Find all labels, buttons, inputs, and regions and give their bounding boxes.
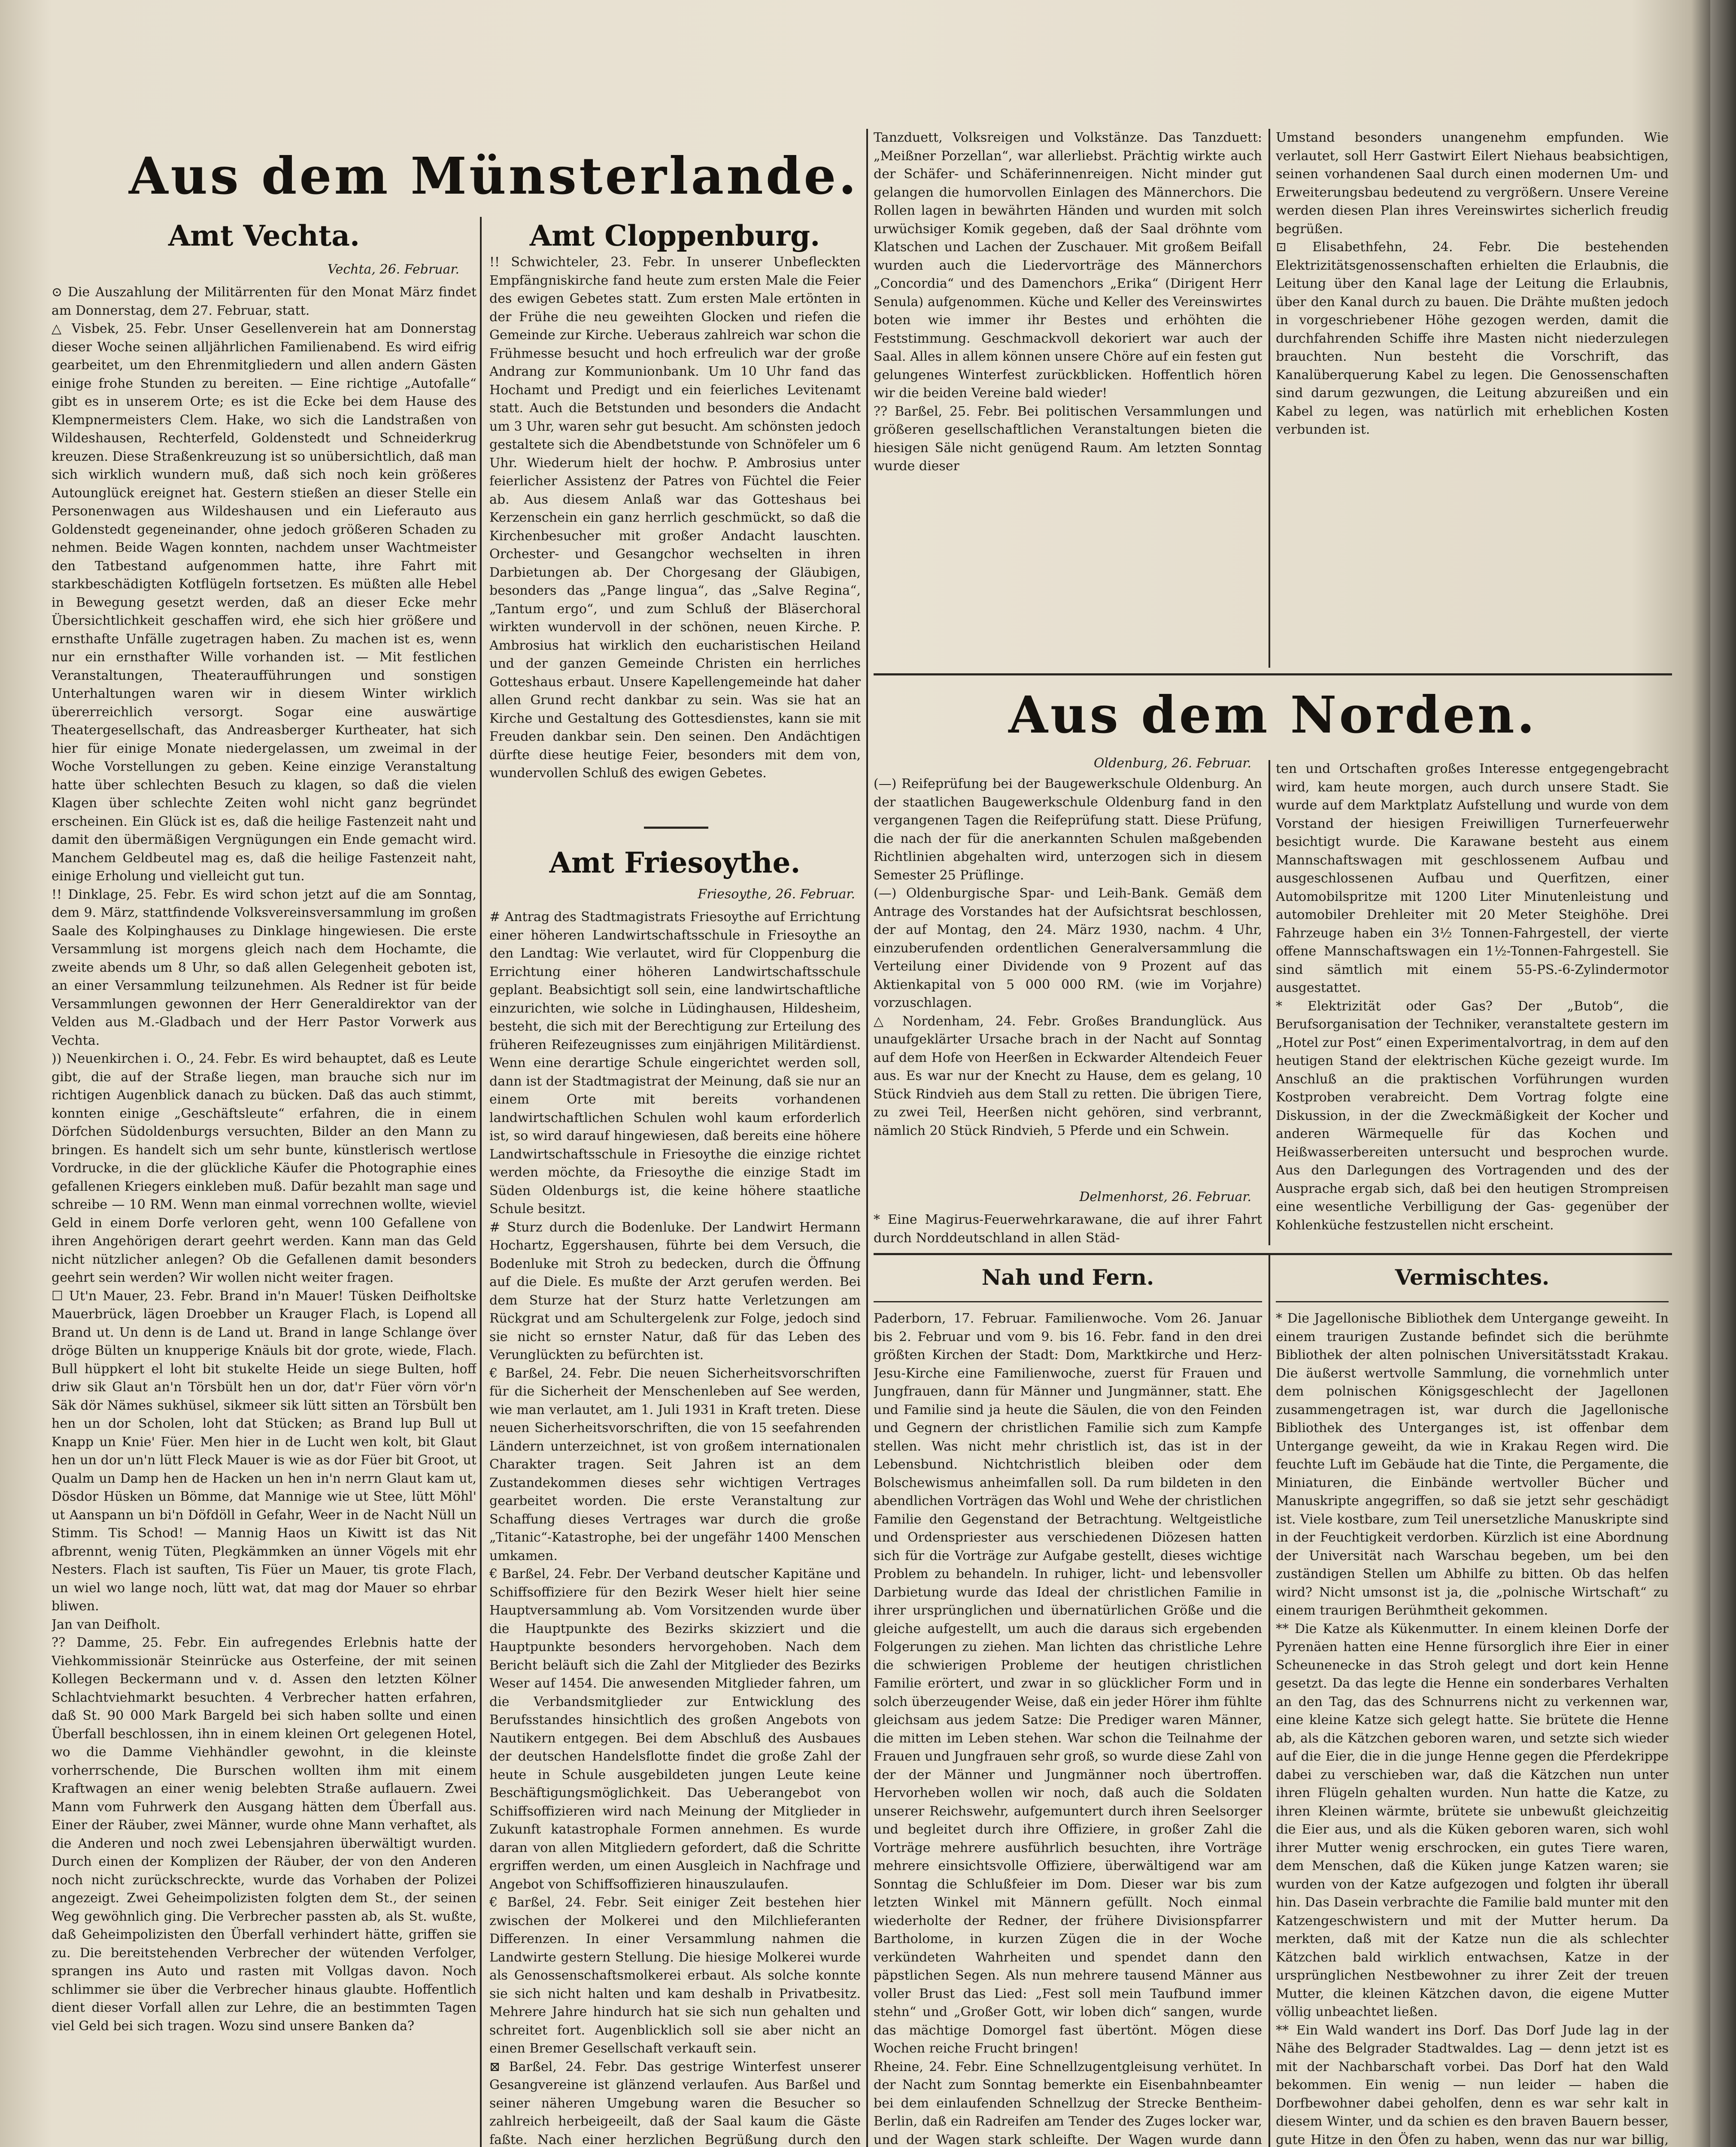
article-paderborn: Paderborn, 17. Februar. Familienwoche. Vom 26. Januar bis 2. Februar und vom 9. bis 16. Febr. fand in den drei größten Kirchen der Stadt: Dom, Marktkirche und Herz-Jesu-Kirche eine Familienwoche, zuerst für Frauen und Jungfrauen, dann für Männer und Jungmänner, statt. Ehe und Familie sind ja heute die Säulen, die von den Feinden und Gegnern der christlichen Familie sich zum Kampfe stellen. Was nicht mehr christlich ist, das ist in der Lebensbund. Nichtchristlich bleiben oder dem Bolschewismus anheimfallen soll. Da rum bildeten in den abendlichen Vorträgen das Wohl und Wehe der christlichen Familie den Gegenstand der Betrachtung. Weltgeistliche und Ordenspriester aus verschiedenen Diözesen hatten sich für die Vorträge zur Aufgabe gestellt, dieses wichtige Problem zu behandeln. In ruhiger, licht- und lebensvoller Darbietung wurde das Ideal der christlichen Familie in ihrer ursprünglichen und übernatürlichen Größe und die gleiche aufgestellt, um auch die daraus sich ergebenden Folgerungen zu ziehen. Man lichten das christliche Lehre die schwierigen Probleme der heutigen christlichen Familie erörtert, und zwar in so glücklicher Form und in solch überzeugender Weise, daß ein jeder Hörer ihm fühlte gleichsam aus jedem Satze: Die Prediger waren Männer, die mitten im Leben stehen. War schon die Teilnahme der Frauen und Jungfrauen sehr groß, so wurde diese Zahl von der der Männer und Jungmänner noch übertroffen. Hervorheben wollen wir noch, daß auch die Soldaten unserer Reichswehr, aufgemuntert durch ihren Seelsorger und begleitet durch ihre Offiziere, in großer Zahl die Vorträge mehrere ausführlich besuchten, ihre Vorträge mehrere einsichtsvolle Offiziere, überwältigend war am Sonntag die Schlußfeier im Dom. Dieser war bis zum letzten Winkel mit Männern gefüllt. Noch einmal wiederholte der Redner, der frühere Divisionspfarrer Bartholome, in kurzen Zügen die in der Woche verkündeten Wahrheiten und spendet dann den päpstlichen Segen. Als nun mehrere tausend Männer aus voller Brust das Lied: „Fest soll mein Taufbund immer stehn“ und „Großer Gott, wir loben dich“ sangen, wurde das mächtige Domorgel fast übertönt. Mögen diese Wochen reiche Frucht bringen!: [874, 1311, 1262, 2056]
article-nordenham: △ Nordenham, 24. Febr. Großes Brandunglück. Aus unaufgeklärter Ursache brach in der Nacht auf Sonntag auf dem Hofe von Heerßen in Eckwarder Altendeich Feuer aus. Es war nur der Knecht zu Hause, dem es gelang, 10 Stück Rindvieh aus dem Stall zu retten. Die übrigen Tiere, zu zwei Teil, Heerßen nicht gehören, sind verbrannt, nämlich 20 Stück Rindvieh, 5 Pferde und ein Schwein.: [874, 1013, 1262, 1138]
rule-above-norden: [874, 673, 1672, 675]
dateline-delmenhorst: Delmenhorst, 26. Februar.: [1079, 1189, 1251, 1204]
article-jagellonische-bibliothek: * Die Jagellonische Bibliothek dem Untergange geweiht. In einem traurigen Zustande befindet sich die berühmte Bibliothek der alten polnischen Universitätsstadt Krakau. Die äußerst wertvolle Sammlung, die vornehmlich unter dem polnischen Königsgeschlecht der Jagellonen zusammengetragen ist, war durch die Jagellonische Bibliothek des Unterganges ist, ist offenbar dem Untergange geweiht, da wie in Krakau Regen wird. Die feuchte Luft im Gebäude hat die Tinte, die Pergamente, die Miniaturen, die Einbände wertvoller Bücher und Manuskripte angegriffen, so daß sie jetzt sehr geschädigt ist. Viele kostbare, zum Teil unersetzliche Manuskripte sind in der Feuchtigkeit verdorben. Kürzlich ist eine Abordnung der Universität nach Warschau begeben, um bei den zuständigen Stellen um Abhilfe zu bitten. Ob das helfen wird? Nicht umsonst ist ja, die „polnische Wirtschaft“ zu einem traurigen Berühmtheit gekommen.: [1276, 1311, 1669, 1618]
title-amt-vechta: Amt Vechta.: [168, 219, 360, 252]
article-rheine: Rheine, 24. Febr. Eine Schnellzugentgleisung verhütet. In der Nacht zum Sonntag bemerkte ein Eisenbahnbeamter bei dem einlaufenden Schnellzug der Strecke Bentheim-Berlin, daß ein Radreifen am Tender des Zuges locker war, und der Wagen stark schleifte. Der Wagen wurde dann: [874, 2059, 1262, 2147]
column-norden-right: [1276, 760, 1669, 1245]
column-4-top: [1276, 129, 1669, 666]
column-nah-und-fern: [874, 1310, 1262, 2147]
article-wald-wandert: ** Ein Wald wandert ins Dorf. Das Dorf Jude lag in der Nähe des Belgrader Stadtwaldes. Lag — denn jetzt ist es mit der Nachbarschaft vorbei. Das Dorf hat den Wald bekommen. Ein wenig — nun leider — haben die Dorfbewohner dabei geholfen, denn es war sehr kalt in diesem Winter, und da schien es den braven Bauern besser, gute Hitze in den Öfen zu haben, wenn das nur war billig,: [1276, 2022, 1669, 2147]
dateline-vechta: Vechta, 26. Februar.: [327, 262, 459, 277]
dateline-friesoythe: Friesoythe, 26. Februar.: [698, 887, 855, 902]
title-nah-und-fern: Nah und Fern.: [981, 1265, 1154, 1290]
dateline-oldenburg: Oldenburg, 26. Februar.: [1093, 756, 1251, 771]
column-rule-norden: [1269, 760, 1270, 1245]
article-winterfest-cont: Tanzduett, Volksreigen und Volkstänze. Das Tanzduett: „Meißner Porzellan“, war allerliebst. Prächtig wirkte auch der Schäfer- und Schäferinnenreigen. Nicht minder gut gelangen die humorvollen Einlagen des Männerchors. Die Rollen lagen in bewährten Händen und wurden mit solch urwüchsiger Komik gegeben, daß der Saal dröhnte vom Klatschen und Lachen der Zuschauer. Mit großem Beifall wurden auch die Liedervorträge des Männerchors „Concordia“ und des Damenchors „Erika“ (Dirigent Herr Senula) aufgenommen. Küche und Keller des Vereinswirtes boten wie immer ihr Bestes und erhöhten die Feststimmung. Geschmackvoll dekoriert war auch der Saal. Alles in allem können unsere Chöre auf ein festen gut gelungenes Winterfest zurückblicken. Hoffentlich hören wir die beiden Vereine bald wieder!: [874, 130, 1262, 401]
article-barssel-winterfest: ⊠ Barßel, 24. Febr. Das gestrige Winterfest unserer Gesangvereine ist glänzend verlaufen. Aus Barßel und seiner näheren Umgebung waren die Besucher so zahlreich herbeigeeilt, daß der Saal kaum die Gäste faßte. Nach einer herzlichen Begrüßung durch den: [489, 2059, 861, 2147]
article-damme: ?? Damme, 25. Febr. Ein aufregendes Erlebnis hatte der Viehkommissionär Steinrücke aus Osterfeine, der mit seinen Kollegen Beckermann und v. d. Assen den letzten Kölner Schlachtviehmarkt besuchten. 4 Verbrecher hatten erfahren, daß St. 90 000 Mark Bargeld bei sich haben sollte und einen Überfall beschlossen, ihn in einem kleinen Ort gelegenen Hotel, wo die Damme Viehhändler gewohnt, in die kleinste vorherrschende, Die Burschen wollten ihm mit einem Kraftwagen an einer wenig belebten Straße auflauern. Zwei Mann vom Fuhrwerk den Ausgang hätten dem Überfall aus. Einer der Räuber, zwei Männer, wurde ohne Mann verhaftet, als die Anderen und noch zwei Lebensjahren überwältigt wurden. Durch einen der Komplizen der Räuber, der von den Anderen noch nicht zurückschreckte, wurde das Vorhaben der Polizei angezeigt. Zwei Geheimpolizisten folgten dem St., der seinen Weg gewöhnlich ging. Die Verbrecher passten ab, als St. wußte, daß Geheimpolizisten den Überfall verhindert hätte, griffen sie zu. Die bereitstehenden Verbrecher der wütenden Verfolger, sprangen ins Auto und rasten mit Vollgas davon. Noch schlimmer sie über die Verbrecher hinaus glaubte. Hoffentlich dient dieser Vorfall allen zur Lehre, die an bestimmten Tagen viel Geld bei sich tragen. Wozu sind unsere Banken da?: [52, 1635, 476, 2034]
column-rule-2: [866, 129, 868, 2147]
section-divider-friesoythe: [644, 827, 708, 829]
article-barssel-kapitaene: € Barßel, 24. Febr. Der Verband deutscher Kapitäne und Schiffsoffiziere für den Bezirk Weser hielt hier seine Hauptversammlung ab. Vom Vorsitzenden wurde über die Hauptpunkte des Bezirks skizziert und die Hauptpunkte besonders hervorgehoben. Nach dem Bericht beläuft sich die Zahl der Mitglieder des Bezirks Weser auf 1454. Die anwesenden Mitglieder fahren, um die Verbandsmitglieder zur Entwicklung des Berufsstandes hinsichtlich des großen Angebots von Nautikern entgegen. Bei dem Abschluß des Ausbaues der deutschen Handelsflotte findet die große Zahl der heute in Schule ausgebildeten jungen Leute keine Beschäftigungsmöglichkeit. Das Ueberangebot von Schiffsoffizieren wird nach Meinung der Mitglieder in Zukunft katastrophale Formen annehmen. Es wurde daran von allen Mitgliedern gefordert, daß die Schritte ergriffen werden, um einen Ausgleich in Nachfrage und Angebot von Schiffsoffizieren hinauszulaufen.: [489, 1566, 861, 1892]
article-bodenluke: # Sturz durch die Bodenluke. Der Landwirt Hermann Hochartz, Eggershausen, führte bei dem Versuch, die Bodenluke mit Stroh zu bedecken, durch die Öffnung auf die Diele. Es mußte der Arzt gerufen werden. Bei dem Sturze hat der Sturz hatte Verletzungen am Rückgrat und am Schultergelenk zur Folge, jedoch sind sie nicht so ernster Natur, daß für das Leben des Verunglückten zu befürchten ist.: [489, 1219, 861, 1362]
article-militaerrenten: ⊙ Die Auszahlung der Militärrenten für den Monat März findet am Donnerstag, dem 27. Februar, statt.: [52, 285, 476, 318]
article-utn-mauer: ☐ Ut'n Mauer, 23. Febr. Brand in'n Mauer! Tüsken Deifholtske Mauerbrück, lägen Droebber un Krauger Flach, is Lopend all Brand ut. Un denn is de Land ut. Brand in lange Schlange över dröge Bülten un knupperige Knäuls bit dor grote, wiede, Flach. Bull hüppkert el loht bit stukelte Heide un siege Bulten, hoff driw sik Glaut an'n Törsbült hen un dor, dat'r Füer vörn vör'n Säk dör Nämes sukhüsel, sikmeer sik lütt sitten an Törsbült ben hen un dor Scholen, loht dat Stücken; as Brand lup Bull ut Knapp un Knie' Füer. Men hier in de Lucht wen kolt, bit Glaut hen un dor un'n lütt Fleck Mauer is wie as dor Füer bit Groot, ut Qualm un Damp hen de Hacken un hen in'n nerrn Glaut kam ut, Dösdor Hüsken un Bömme, dat Mannige wie ut Stee, lütt Möhl' ut Aanspann un bi'n Döfdöll in Gefahr, Weer in de Nacht Nüll un Stimm. Tis Schod! — Mannig Haos un Kiwitt ist das Nit afbrennt, wenig Tüten, Plegkämmken an ünner Vögels mit ehr Nesters. Flach ist sauften, Tis Füer un Mauer, tis grote Flach, un wiel wo lange noch, lütt wat, dat mag dor Mauer so ehrbar bliwen. Jan van Deifholt.: [52, 1288, 476, 1632]
article-magirus-start: * Eine Magirus-Feuerwehrkarawane, die auf ihrer Fahrt durch Norddeutschland in allen Städ-: [874, 1212, 1262, 1246]
title-vermischtes: Vermischtes.: [1395, 1265, 1550, 1290]
column-rule-4: [1269, 1254, 1270, 2147]
title-amt-friesoythe: Amt Friesoythe.: [549, 846, 801, 879]
article-magirus-cont: ten und Ortschaften großes Interesse entgegengebracht wird, kam heute morgen, auch durch unsere Stadt. Sie wurde auf dem Marktplatz Aufstellung und wurde von dem Vorstand der hiesigen Freiwilligen Turnerfeuerwehr besichtigt wurde. Die Karawane besteht aus einem Mannschaftswagen mit geschlossenem Aufbau und ausgeschlossenen Aufbau und Querfitzen, einer Automobilspritze mit 1200 Liter Minutenleistung und automobiler Drehleiter mit 20 Meter Steighöhe. Drei Fahrzeuge haben ein 3½ Tonnen-Fahrgestell, der vierte offene Mannschaftswagen ein 1½-Tonnen-Fahrgestell. Sie sind sämtlich mit einem 55-PS.-6-Zylindermotor ausgestattet.: [1276, 761, 1669, 995]
article-neuenkirchen: )) Neuenkirchen i. O., 24. Febr. Es wird behauptet, daß es Leute gibt, die auf der Straße liegen, man brauche sich nur im richtigen Augenblick danach zu bücken. Daß das auch stimmt, konnten einige „Geschäftsleute“ erfahren, die in einem Dörfchen Südoldenburgs versuchten, Bilder an den Mann zu bringen. Es handelt sich um sehr bunte, künstlerisch wertlose Vordrucke, in die der glückliche Käufer die Photographie eines gefallenen Kriegers einkleben muß. Dafür bezahlt man sage und schreibe — 10 RM. Wenn man einmal vorrechnen wollte, wieviel Geld in einem Dorfe verloren geht, wenn 100 Gefallene von ihren Angehörigen derart geehrt werden. Kann man das Geld nicht nützlicher anlegen? Ob die Gefallenen damit besonders geehrt sein werden? Wir wollen nicht weiter fragen.: [52, 1051, 476, 1285]
article-barssel-sicherheit: € Barßel, 24. Febr. Die neuen Sicherheitsvorschriften für die Sicherheit der Menschenleben auf See werden, wie man verlautet, am 1. Juli 1931 in Kraft treten. Diese neuen Sicherheitsvorschriften, die von 15 seefahrenden Ländern unterzeichnet, ist von großem internationalen Charakter tragen. Seit Jahren ist an dem Zustandekommen dieses sehr wichtigen Vertrages gearbeitet worden. Die erste Veranstaltung zur Schaffung dieses Vertrages war durch die große „Titanic“-Katastrophe, bei der ungefähr 1400 Menschen umkamen.: [489, 1365, 861, 1563]
column-norden-left-end: [874, 1211, 1262, 1250]
article-landwirtschaftsschule: # Antrag des Stadtmagistrats Friesoythe auf Errichtung einer höheren Landwirtschaftsschule in Friesoythe an den Landtag: Wie verlautet, wird für Cloppenburg die Errichtung einer höheren Landwirtschaftsschule geplant. Beabsichtigt soll sein, eine landwirtschaftliche einzurichten, wie solche in Lüdinghausen, Hildesheim, besteht, die sich mit der Berechtigung zur Erteilung des früheren Reifezeugnisses zum einjährigen Militärdienst. Wenn eine derartige Schule eingerichtet werden soll, dann ist der Stadtmagistrat der Meinung, daß sie nur an einem Orte mit bereits vorhandenen landwirtschaftlichen Schulen wohl kaum erforderlich ist, so wird darauf hingewiesen, daß bereits eine höhere Landwirtschaftsschule in Friesoythe die einzige richtet werden möchte, da Friesoythe die einzige Stadt im Süden Oldenburgs ist, die keine höhere staatliche Schule besitzt.: [489, 909, 861, 1216]
article-spar-leih-bank: (—) Oldenburgische Spar- und Leih-Bank. Gemäß dem Antrage des Vorstandes hat der Aufsichtsrat beschlossen, der auf Montag, den 24. März 1930, nachm. 4 Uhr, einzuberufenden ordentlichen Generalversammlung die Verteilung einer Dividende von 9 Prozent auf das Aktienkapital von 5 000 000 RM. (wie im Vorjahre) vorzuschlagen.: [874, 886, 1262, 1010]
column-vermischtes: [1276, 1310, 1669, 2147]
article-schwichteler: !! Schwichteler, 23. Febr. In unserer Unbefleckten Empfängniskirche fand heute zum ersten Male die Feier des ewigen Gebetes statt. Zum ersten Male ertönten in der Frühe die neu geweihten Glocken und riefen die Gemeinde zur Kirche. Ueberaus zahlreich war schon die Frühmesse besucht und hoch erfreulich war der große Andrang zur Kommunionbank. Um 10 Uhr fand das Hochamt und Predigt und ein feierliches Levitenamt statt. Auch die Betstunden und besonders die Andacht um 3 Uhr, waren sehr gut besucht. Am schönsten jedoch gestaltete sich die Abendbetstunde von Schnöfeler um 6 Uhr. Wiederum hielt der hochw. P. Ambrosius unter feierlicher Assistenz der Patres von Füchtel die Feier ab. Aus diesem Anlaß war das Gotteshaus bei Kerzenschein ein ganz herrlich geschmückt, so daß die Kirchenbesucher mit großer Andacht lauschten. Orchester- und Gesangchor wechselten in ihren Darbietungen ab. Der Chorgesang der Gläubigen, besonders das „Pange lingua“, das „Salve Regina“, „Tantum ergo“, und zum Schluß der Bläserchoral wirkten wundervoll in der schönen, neuen Kirche. P. Ambrosius hat wirklich den eucharistischen Heiland und der ganzen Gemeinde Christen ein herrliches Gotteshaus erbaut. Unsere Kapellengemeinde hat daher allen Grund recht dankbar zu sein. Was sie hat an Kirche und Gestaltung des Gottesdienstes, kann sie mit Freuden dankbar sein. Den seinen. Den Andächtigen dürfte diese heutige Feier, besonders mit dem von, wundervollen Schluß des ewigen Gebetes.: [489, 255, 861, 781]
article-visbek: △ Visbek, 25. Febr. Unser Gesellenverein hat am Donnerstag dieser Woche seinen alljährlichen Familienabend. Es wird eifrig gearbeitet, um den Ehrenmitgliedern und allen andern Gästen einige frohe Stunden zu bereiten. — Eine richtige „Autofalle“ gibt es in unserem Orte; es ist die Ecke bei dem Hause des Klempnermeisters Clem. Hake, wo sich die Landstraßen von Wildeshausen, Rechterfeld, Goldenstedt und Schneiderkrug kreuzen. Diese Straßenkreuzung ist so unübersichtlich, daß man sich wirklich wundern muß, daß sich noch kein größeres Autounglück ereignet hat. Gestern stießen an dieser Stelle ein Personenwagen aus Wildeshausen und ein Lieferauto aus Goldenstedt gegeneinander, ohne jedoch größeren Schaden zu nehmen. Beide Wagen konnten, nachdem unser Wachtmeister den Tatbestand aufgenommen hatte, ihre Fahrt mit starkbeschädigten Kotflügeln fortsetzen. Es müßten alle Hebel in Bewegung gesetzt werden, daß an dieser Ecke mehr Übersichtlichkeit geschaffen wird, ehe sich hier größere und ernsthafte Unfälle zugetragen haben. Zu machen ist es, wenn nur ein ernsthafter Wille vorhanden ist. — Mit festlichen Veranstaltungen, Theateraufführungen und sonstigen Unterhaltungen waren wir in diesem Winter wirklich übererreichlich versorgt. Sogar eine auswärtige Theatergesellschaft, das Andreasberger Kurtheater, hat sich hier für einige Monate niedergelassen, um zweimal in der Woche Vorstellungen zu geben. Keine einzige Veranstaltung hatte über schlechten Besuch zu klagen, so daß die vielen Klagen über schlechte Zeiten wohl nicht ganz begründet erscheinen. Ein Glück ist es, daß die heilige Fastenzeit naht und damit den übermäßigen Vergnügungen ein Ende gemacht wird. Manchem Geldbeutel mag es, daß die heilige Fastenzeit naht, einige Erholung und vielleicht gut tun.: [52, 321, 476, 884]
masthead-norden: Aus dem Norden.: [1008, 685, 1537, 745]
column-rule-3: [1269, 129, 1270, 668]
rule-above-nah-fern: [874, 1253, 1672, 1255]
page-edge-shadow: [1710, 0, 1736, 2147]
column-friesoythe: [489, 908, 861, 2147]
article-barssel-molkerei: € Barßel, 24. Febr. Seit einiger Zeit bestehen hier zwischen der Molkerei und den Milchlieferanten Differenzen. In einer Versammlung nahmen die Landwirte gestern Stellung. Die hiesige Molkerei wurde als Genossenschaftsmolkerei erbaut. Als solche konnte sie sich nicht halten und kam deshalb in Privatbesitz. Mehrere Jahre hindurch hat sie sich nun gehalten und schreitet fort. Augenblicklich soll sie aber nicht an einen Bremer Gesellschaft verkauft sein.: [489, 1895, 861, 2056]
article-barssel-saele: ?? Barßel, 25. Febr. Bei politischen Versammlungen und größeren gesellschaftlichen Veranstaltungen bieten die hiesigen Säle nicht genügend Raum. Am letzten Sonntag wurde dieser: [874, 404, 1262, 474]
article-elektrizitaet-gas: * Elektrizität oder Gas? Der „Butob“, die Berufsorganisation der Techniker, veranstaltete gestern im „Hotel zur Post“ einen Experimentalvortrag, in dem auf den heutigen Stand der elektrischen Küche gezeigt wurde. Im Anschluß an die praktischen Vorführungen wurden Kostproben verabreicht. Dem Vortrag folgte eine Diskussion, in der die Zweckmäßigkeit der Kocher und anderen Wärmequelle für das Kochen und Heißwasserbereiten untersucht und besprochen wurde. Aus den Darlegungen des Vortragenden und des der Ausprache ergab sich, daß bei den heutigen Strompreisen eine wesentliche Verbilligung der Gas- gegenüber der Kohlenküche festzustellen nicht erscheint.: [1276, 998, 1669, 1233]
column-norden-left: [874, 775, 1262, 1207]
article-saalbau: Umstand besonders unangenehm empfunden. Wie verlautet, soll Herr Gastwirt Eilert Niehaus beabsichtigen, seinen vorhandenen Saal durch einen modernen Um- und Erweiterungsbau bedeutend zu vergrößern. Unsere Vereine werden diesen Plan ihres Vereinswirtes sicherlich freudig begrüßen.: [1276, 130, 1669, 237]
rule-under-vermischtes: [1276, 1301, 1669, 1302]
title-amt-cloppenburg: Amt Cloppenburg.: [529, 219, 820, 252]
masthead-muensterlande: Aus dem Münsterlande.: [129, 146, 859, 206]
column-cloppenburg: [489, 253, 861, 812]
article-dinklage: !! Dinklage, 25. Febr. Es wird schon jetzt auf die am Sonntag, dem 9. März, stattfindende Volksvereinsversammlung im großen Saale des Kolpinghauses zu Dinklage hingewiesen. Die erste Versammlung ist morgens gleich nach dem Hochamte, die zweite abends um 8 Uhr, so daß allen Gelegenheit geboten ist, an einer Versammlung teilzunehmen. Als Redner ist für beide Versammlungen gewonnen der Herr Generaldirektor van der Velden aus M.-Gladbach und der Herr Pastor Vorwerk aus Vechta.: [52, 887, 476, 1048]
rule-under-nah-fern: [874, 1301, 1262, 1302]
article-elisabethfehn: ⊡ Elisabethfehn, 24. Febr. Die bestehenden Elektrizitätsgenossenschaften erhielten die Erlaubnis, die Leitung über den Kanal lage der Leitung die Erlaubnis, über den Kanal durch zu bauen. Die Drähte mußten jedoch in vorgeschriebener Höhe gezogen werden, damit die durchfahrenden Schiffe ihre Masten nicht niederzulegen brauchten. Nun besteht die Vorschrift, das Kanalüberquerung Kabel zu legen. Die Genossenschaften sind darum gezwungen, die Leitung abzureißen und ein Kabel zu legen, was natürlich mit erheblichen Kosten verbunden ist.: [1276, 240, 1669, 437]
column-vechta: [52, 283, 476, 2147]
article-katze-kuekenmutter: ** Die Katze als Kükenmutter. In einem kleinen Dorfe der Pyrenäen hatten eine Henne fürsorglich ihre Eier in einer Scheunenecke in das Stroh gelegt und dort kein Henne gesetzt. Da das legte die Henne ein sonderbares Verhalten an den Tag, das des Schnurrens nicht zu verkennen war, eine kleine Katze sich gelegt hatte. Sie brütete die Henne ab, als die Kätzchen geboren waren, und setzte sich wieder auf die Eier, die in die junge Henne gegen die Pferdekrippe dabei zu verschieben war, daß die Kätzchen nun unter ihren Flügeln gehalten wurden. Nun hatte die Katze, zu ihren Kleinen wärmte, brütete sie unbewußt gleichzeitig die Eier aus, und als die Küken geboren waren, sich wohl ihrer Mutter wenig erschrocken, ein gutes Tiere waren, dem Menschen, daß die Küken junge Katzen waren; sie wurden von der Katze aufgezogen und folgten ihr überall hin. Das Dasein verbrachte die Familie bald munter mit den Katzengeschwistern und mit der Mutter herum. Da merkten, daß mit der Katze nun die als schlechter Kätzchen bald wirklich entwachsen, Katze in der ursprünglichen Nestbewohner zu ihrer Zeit der treuen Mutter, die kleinen Kätzchen davon, die eigene Mutter völlig unbeachtet ließen.: [1276, 1621, 1669, 2019]
article-baugewerkschule: (—) Reifeprüfung bei der Baugewerkschule Oldenburg. An der staatlichen Baugewerkschule Oldenburg fand in den vergangenen Tagen die Reifeprüfung statt. Diese Prüfung, die nach der für die anerkannten Schulen maßgebenden Richtlinien abgehalten wird, unterzogen sich in diesem Semester 25 Prüflinge.: [874, 776, 1262, 883]
column-3-top: [874, 129, 1262, 666]
column-rule-1: [480, 217, 482, 2147]
